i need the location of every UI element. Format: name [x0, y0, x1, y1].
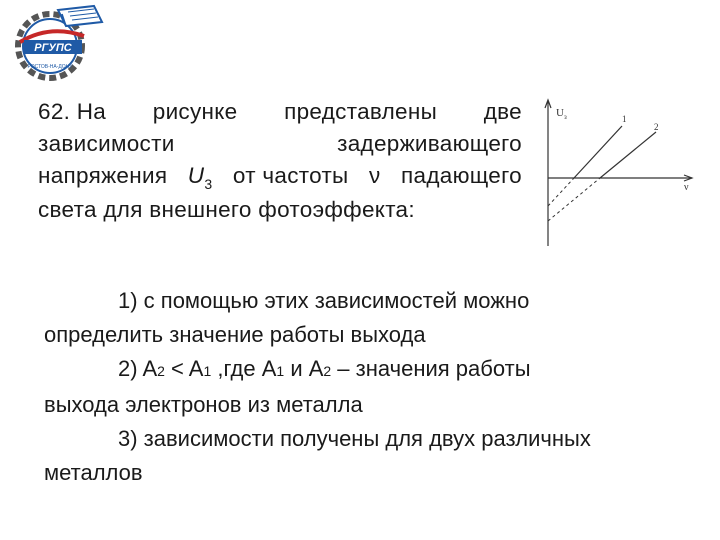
opt2-text: < A	[164, 356, 204, 381]
answer-options	[44, 284, 684, 490]
voltage-symbol	[188, 160, 213, 194]
word: рисунке	[152, 99, 238, 124]
line-1	[574, 126, 622, 178]
opt2-sub: 2	[157, 363, 165, 379]
problem-number: 62. На	[38, 99, 107, 124]
option-3-line-2: металлов	[44, 460, 143, 485]
voltage-subscript: 3	[204, 176, 213, 192]
opt2-text: ,где A	[211, 356, 277, 381]
line-1-label: 1	[622, 114, 627, 124]
university-logo	[2, 2, 112, 82]
option-1-line-1: 1) с помощью этих зависимостей можно	[118, 288, 530, 313]
word: зависимости	[38, 131, 175, 156]
line-1-extension	[548, 178, 574, 206]
line-2	[600, 132, 656, 178]
opt2-sub: 1	[203, 363, 212, 379]
logo-ring-text: РОСТОВ-НА-ДОНУ	[27, 64, 73, 70]
line-2-extension	[548, 178, 600, 221]
word: представлены	[284, 99, 438, 124]
word: падающего	[401, 163, 522, 188]
problem-line-1	[38, 96, 522, 128]
logo-emblem-icon	[2, 2, 112, 82]
opt2-sub: 1	[276, 363, 285, 379]
opt2-sub: 2	[323, 363, 332, 379]
word: от частоты	[232, 163, 349, 188]
option-1-line-2: определить значение работы выхода	[44, 322, 426, 347]
option-3-line-1: 3) зависимости получены для двух различных	[118, 426, 591, 451]
word: задерживающего	[337, 131, 522, 156]
x-axis-label: ν	[684, 182, 689, 193]
problem-line-4: света для внешнего фотоэффекта:	[38, 197, 415, 222]
word: напряжения	[38, 163, 168, 188]
opt2-text: – значения работы	[331, 356, 531, 381]
problem-line-3	[38, 160, 522, 194]
y-axis-sub: з	[563, 113, 567, 121]
opt2-text: и A	[284, 356, 324, 381]
problem-statement	[38, 96, 522, 226]
frequency-symbol: ν	[369, 163, 381, 188]
option-2-line-1	[44, 352, 684, 388]
line-2-label: 2	[654, 122, 659, 132]
stopping-voltage-graph	[538, 92, 698, 252]
voltage-var: U	[187, 163, 205, 188]
option-2-line-2: выхода электронов из металла	[44, 392, 363, 417]
y-axis-var: U	[556, 107, 564, 119]
problem-line-2	[38, 128, 522, 160]
opt2-text: 2) A	[118, 356, 158, 381]
y-axis-label	[556, 107, 567, 121]
logo-text: РГУПС	[34, 42, 72, 54]
word: две	[483, 99, 522, 124]
